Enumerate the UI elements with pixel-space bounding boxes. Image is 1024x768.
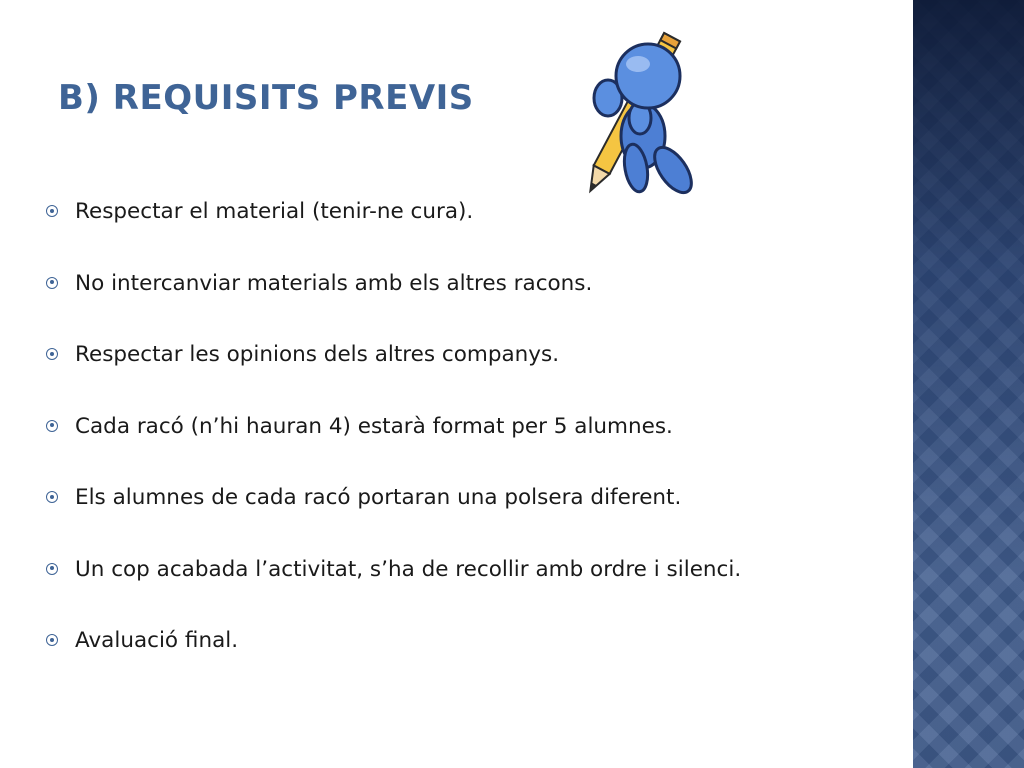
list-item [44, 551, 741, 623]
bullet-icon [46, 420, 58, 432]
bullet-icon [46, 563, 58, 575]
list-item-text: Respectar les opinions dels altres companys. [75, 342, 560, 367]
bullet-icon [46, 205, 58, 217]
decorative-side-panel [913, 0, 1024, 768]
list-item [44, 193, 741, 265]
list-item-text: Cada racó (n’hi hauran 4) estarà format per 5 alumnes. [75, 413, 673, 439]
requirements-list [44, 193, 741, 694]
list-item [44, 622, 741, 694]
list-item-text: No intercanviar materials amb els altres racons. [75, 270, 593, 296]
list-item [44, 479, 741, 551]
slide-title: B) REQUISITS PREVIS [58, 78, 474, 118]
bullet-icon [46, 634, 58, 646]
list-item [44, 265, 741, 337]
figure-with-pencil-icon [548, 18, 708, 218]
list-item-text: Avaluació final. [75, 628, 239, 653]
list-item-text: Un cop acabada l’activitat, s’ha de recollir amb ordre i silenci. [75, 556, 742, 582]
bullet-icon [46, 348, 58, 360]
list-item-text: Els alumnes de cada racó portaran una polsera diferent. [75, 485, 682, 510]
list-item [44, 336, 741, 408]
list-item-text: Respectar el material (tenir-ne cura). [75, 199, 474, 224]
bullet-icon [46, 491, 58, 503]
list-item [44, 408, 741, 480]
bullet-icon [46, 277, 58, 289]
